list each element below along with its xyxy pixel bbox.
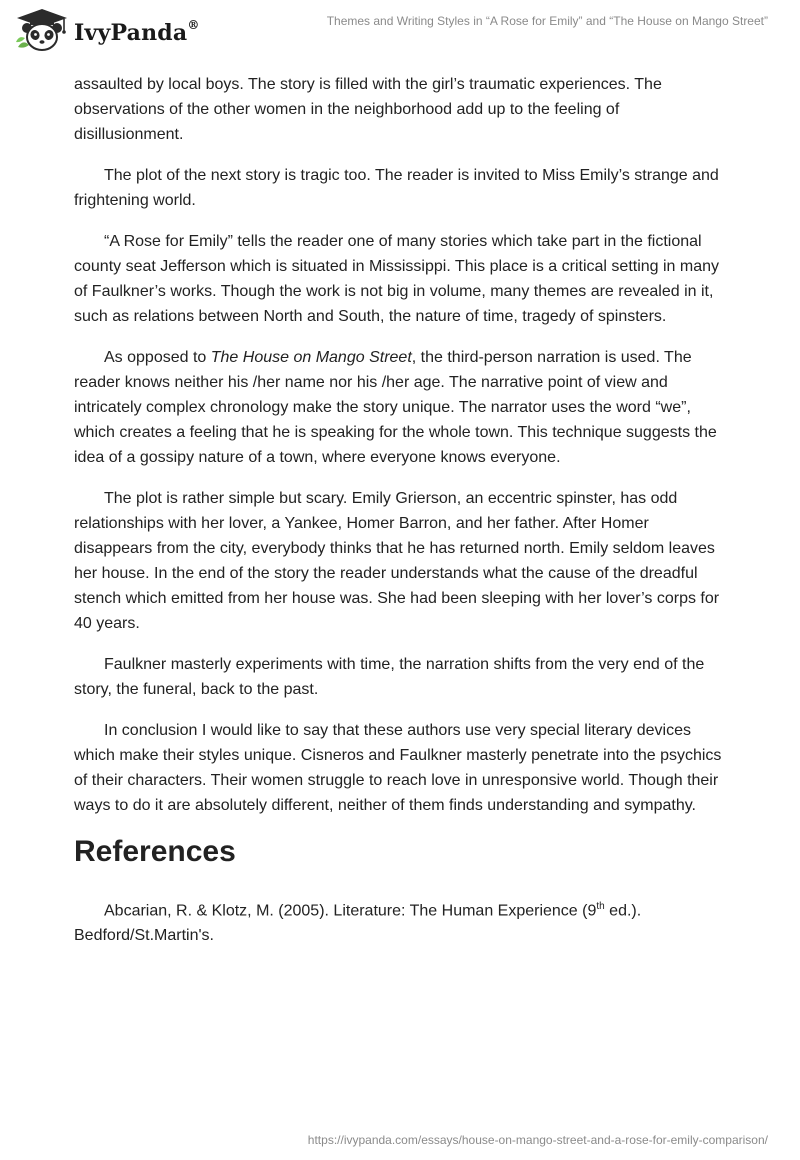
paragraph: As opposed to The House on Mango Street, the third-person narration is used. The reader knows neither his /her name nor his /her age. The narrative point of view and intricately complex chronology make the story unique. The narrator uses the word “we”, which creates a feeling that he is speaking for the whole town. This technique suggests the idea of a gossipy nature of a town, where everyone knows everyone.	[74, 349, 717, 466]
source-url[interactable]: https://ivypanda.com/essays/house-on-mango-street-and-a-rose-for-emily-comparison/	[307, 1133, 768, 1147]
registered-mark: ®	[187, 18, 200, 32]
paragraph: Faulkner masterly experiments with time, the narration shifts from the very end of the story, the funeral, back to the past.	[74, 656, 705, 698]
panda-graduation-cap-icon	[14, 7, 70, 53]
document-title: Themes and Writing Styles in “A Rose for Emily” and “The House on Mango Street”	[326, 14, 768, 28]
reference-entry: Abcarian, R. & Klotz, M. (2005). Literature: The Human Experience (9th ed.). Bedford/St.Martin's.	[74, 901, 642, 945]
brand-name: IvyPanda®	[74, 18, 200, 46]
paragraph: “A Rose for Emily” tells the reader one of many stories which take part in the fictional county seat Jefferson which is situated in Mississippi. This place is a critical setting in many of Faulkner’s works. Though the work is not big in volume, many themes are revealed in it, such as relations between North and South, the nature of time, tragedy of spinsters.	[74, 233, 720, 325]
paragraph: In conclusion I would like to say that these authors use very special literary devices which make their styles unique. Cisneros and Faulkner masterly penetrate into the psychics of their characters. Their women struggle to reach love in unresponsive world. Though their ways to do it are absolutely different, neither of them finds understanding and sympathy.	[74, 722, 722, 814]
paragraph: The plot is rather simple but scary. Emily Grierson, an eccentric spinster, has odd relationships with her lover, a Yankee, Homer Barron, and her father. After Homer disappears from the city, everybody thinks that he has returned north. Emily seldom leaves her house. In the end of the story the reader understands what the cause of the dreadful stench which emitted from her house was. She had been sleeping with her lover’s corps for 40 years.	[74, 490, 720, 632]
paragraph: The plot of the next story is tragic too. The reader is invited to Miss Emily’s strange and frightening world.	[74, 167, 719, 209]
essay-content	[74, 72, 730, 964]
brand-logo[interactable]	[14, 7, 200, 53]
paragraph: assaulted by local boys. The story is filled with the girl’s traumatic experiences. The observations of the other women in the neighborhood add up to the feeling of disillusionment.	[74, 76, 662, 143]
book-title: The House on Mango Street	[210, 349, 412, 366]
references-heading: References	[74, 835, 236, 868]
